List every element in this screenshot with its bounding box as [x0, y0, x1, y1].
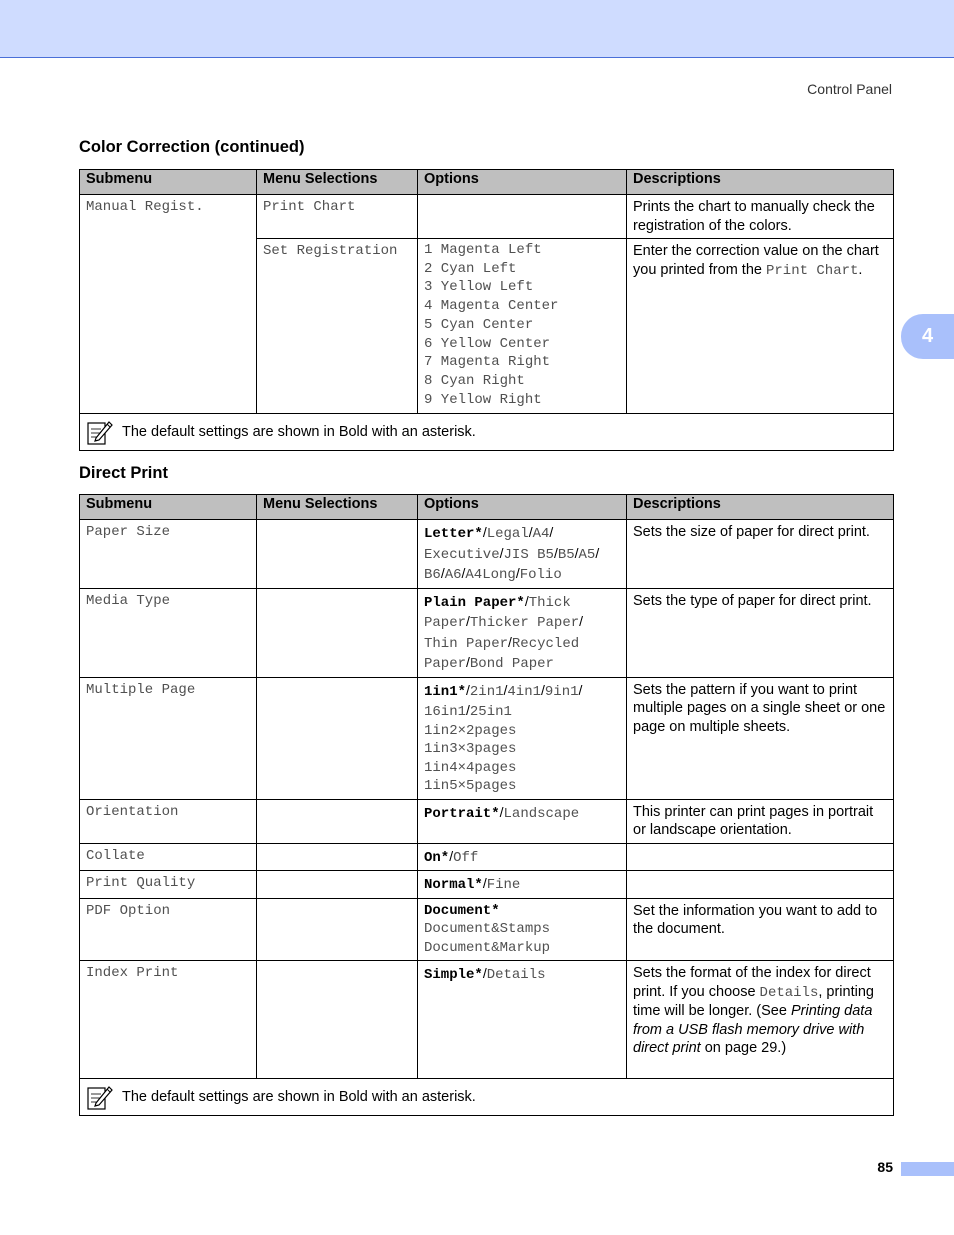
option-item: 4 Magenta Center [424, 298, 559, 315]
description-cell [627, 843, 894, 871]
option-item: Recycled [511, 635, 580, 652]
menu-selection-cell [257, 843, 418, 871]
option-default: Letter* [424, 526, 483, 542]
note-text: The default settings are shown in Bold with an asterisk. [122, 423, 476, 440]
section-heading-direct-print: Direct Print [79, 464, 168, 482]
option-item: Fine [486, 877, 521, 893]
description-cell: Sets the pattern if you want to print multiple pages on a single sheet or one page on multiple sheets. [627, 677, 894, 799]
note-cell [80, 1079, 894, 1116]
options-cell: On*/Off [418, 843, 627, 871]
description-text: Enter the correction value on the chart you printed from the [633, 243, 879, 278]
option-default: 1in1* [424, 683, 467, 700]
submenu-cell: Multiple Page [80, 677, 257, 799]
submenu-cell: PDF Option [80, 898, 257, 961]
option-item: 1 Magenta Left [424, 242, 542, 258]
submenu-cell: Print Quality [80, 871, 257, 899]
column-header: Submenu [80, 170, 257, 195]
option-item: Landscape [503, 805, 580, 822]
description-text: , printing time will be longer. (See [633, 983, 874, 1019]
page-number: 85 [877, 1159, 893, 1175]
page-number-bar [901, 1162, 954, 1176]
submenu-cell: Manual Regist. [80, 195, 257, 414]
option-item: A4Long [465, 567, 516, 583]
description-code: Print Chart [766, 262, 859, 279]
note-cell [80, 414, 894, 451]
column-header: Options [418, 170, 627, 195]
option-item: Executive [424, 546, 500, 563]
option-default: On* [424, 849, 450, 866]
options-cell: Letter*/Legal/A4/ Executive/JIS B5/B5/A5/ B6/A6/A4Long/Folio [418, 520, 627, 589]
note-pencil-icon [86, 1083, 114, 1111]
running-header: Control Panel [807, 81, 892, 97]
option-item: Thick [528, 594, 571, 611]
note-text: The default settings are shown in Bold with an asterisk. [122, 1088, 476, 1105]
option-item: Off [453, 849, 479, 866]
table-row [80, 843, 894, 871]
direct-print-table [79, 494, 894, 1116]
option-item: 7 Magenta Right [424, 354, 551, 371]
option-item: Document&Stamps [424, 921, 551, 937]
description-cell [627, 961, 894, 1079]
table-row [80, 195, 894, 239]
menu-selection-cell [257, 677, 418, 799]
description-text: on page 29.) [700, 1040, 787, 1056]
option-item: Paper [424, 656, 467, 672]
submenu-cell: Media Type [80, 588, 257, 677]
option-item: A4 [532, 526, 550, 542]
option-item: 2 Cyan Left [424, 260, 517, 277]
submenu-cell: Orientation [80, 799, 257, 843]
top-banner [0, 0, 954, 58]
option-default: Normal* [424, 877, 483, 893]
note [86, 418, 887, 446]
option-item: Legal [486, 526, 529, 542]
option-item: 9 Yellow Right [424, 391, 542, 408]
description-cell [627, 871, 894, 899]
description-code: Details [759, 984, 819, 1001]
option-item: Paper [424, 615, 467, 631]
options-cell [418, 898, 627, 961]
option-item: 1in3×3pages [424, 741, 517, 757]
column-header: Submenu [80, 495, 257, 520]
option-item: 3 Yellow Left [424, 279, 534, 296]
option-default: Simple* [424, 967, 483, 983]
column-header: Descriptions [627, 170, 894, 195]
table-header-row [80, 495, 894, 520]
column-header: Menu Selections [257, 495, 418, 520]
option-item: 1in2×2pages [424, 722, 517, 739]
note-row [80, 1079, 894, 1116]
cross-reference-link[interactable]: Printing data from a USB flash memory drive with direct print [633, 1003, 873, 1056]
note [86, 1083, 887, 1111]
description-cell: Prints the chart to manually check the registration of the colors. [627, 195, 894, 239]
table-row [80, 520, 894, 589]
option-item: 8 Cyan Right [424, 372, 525, 389]
option-item: 16in1 [424, 704, 467, 720]
menu-selection-cell [257, 961, 418, 1079]
options-cell: Portrait*/Landscape [418, 799, 627, 843]
option-default: Portrait* [424, 805, 500, 822]
menu-selection-cell [257, 588, 418, 677]
options-cell: Normal*/Fine [418, 871, 627, 899]
note-row [80, 414, 894, 451]
menu-selection-cell [257, 898, 418, 961]
option-item: A6 [444, 567, 462, 583]
description-cell: Sets the type of paper for direct print. [627, 588, 894, 677]
option-item: 4in1 [507, 683, 542, 700]
option-item: A5 [578, 546, 596, 563]
options-cell [418, 239, 627, 414]
option-item: JIS B5 [503, 546, 554, 563]
option-item: Folio [519, 567, 562, 583]
table-row [80, 588, 894, 677]
option-default: Document* [424, 902, 500, 919]
description-text: Sets the format of the index for direct print. If you choose [633, 965, 871, 1000]
options-cell [418, 195, 627, 239]
submenu-cell: Index Print [80, 961, 257, 1079]
menu-selection-cell [257, 871, 418, 899]
submenu-cell: Collate [80, 843, 257, 871]
column-header: Menu Selections [257, 170, 418, 195]
section-heading-color-correction: Color Correction (continued) [79, 138, 305, 156]
description-cell: Sets the size of paper for direct print. [627, 520, 894, 589]
option-item: B5 [557, 546, 575, 563]
table-row [80, 898, 894, 961]
option-item: Thicker Paper [469, 615, 580, 631]
option-item: Bond Paper [469, 656, 554, 672]
option-item: Thin Paper [424, 635, 509, 652]
options-cell: Plain Paper*/Thick Paper/Thicker Paper/ Thin Paper/Recycled Paper/Bond Paper [418, 588, 627, 677]
description-cell: This printer can print pages in portrait or landscape orientation. [627, 799, 894, 843]
option-item: Details [486, 967, 546, 983]
table-row [80, 677, 894, 799]
table-row [80, 961, 894, 1079]
submenu-cell: Paper Size [80, 520, 257, 589]
table-row [80, 871, 894, 899]
column-header: Descriptions [627, 495, 894, 520]
option-item: 25in1 [469, 704, 512, 720]
option-item: Document&Markup [424, 939, 551, 956]
options-cell: Simple*/Details [418, 961, 627, 1079]
menu-selection-cell: Print Chart [257, 195, 418, 239]
option-item: 1in4×4pages [424, 759, 517, 776]
option-item: 5 Cyan Center [424, 316, 534, 333]
description-cell: Set the information you want to add to the document. [627, 898, 894, 961]
color-correction-table [79, 169, 894, 451]
note-pencil-icon [86, 418, 114, 446]
option-item: 1in5×5pages [424, 778, 517, 794]
column-header: Options [418, 495, 627, 520]
description-cell [627, 239, 894, 414]
option-item: 2in1 [469, 683, 504, 700]
option-item: B6 [424, 567, 441, 583]
chapter-tab: 4 [901, 314, 954, 359]
menu-selection-cell: Set Registration [257, 239, 418, 414]
menu-selection-cell [257, 520, 418, 589]
option-default: Plain Paper* [424, 594, 525, 611]
table-row [80, 799, 894, 843]
option-item: 9in1 [544, 683, 579, 700]
options-cell: 1in1*/2in1/4in1/9in1/ 16in1/25in1 1in2×2pages 1in3×3pages 1in4×4pages 1in5×5pages [418, 677, 627, 799]
table-header-row [80, 170, 894, 195]
option-item: 6 Yellow Center [424, 335, 551, 352]
description-text: . [858, 261, 863, 278]
menu-selection-cell [257, 799, 418, 843]
